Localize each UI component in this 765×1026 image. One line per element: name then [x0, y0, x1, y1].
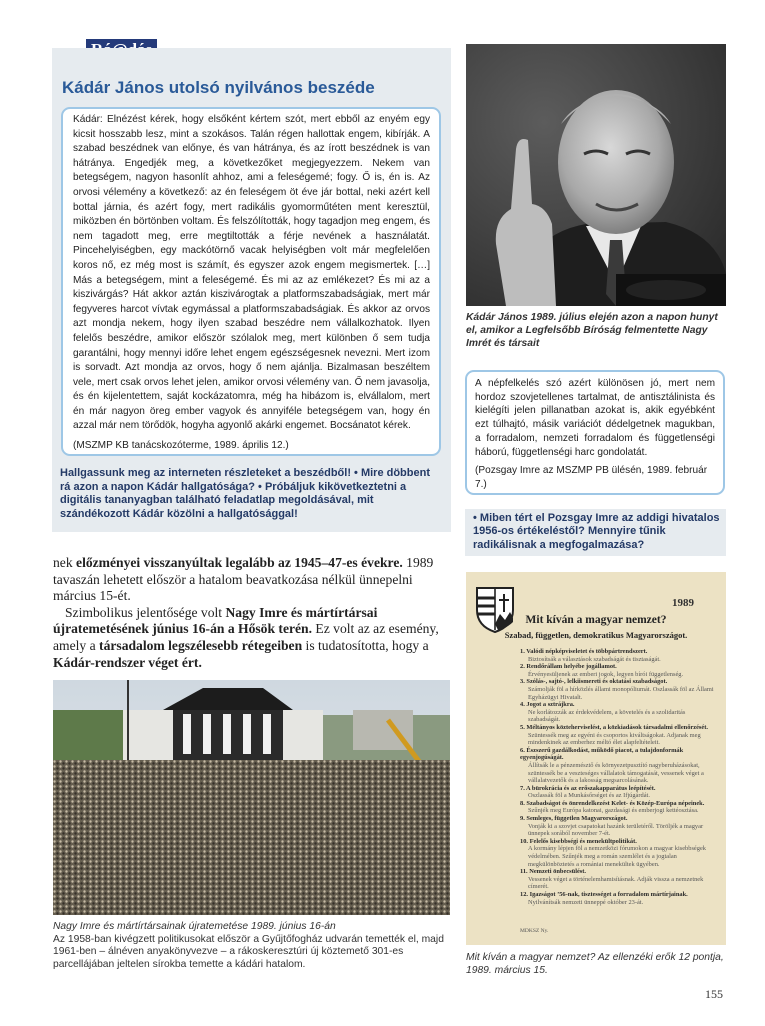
document-year: 1989 — [672, 597, 694, 609]
emphasis-reburial: Nagy Imre és mártírtársai újratemetésének június 16-án a Hősök terén. — [53, 604, 378, 637]
document-point: 5. Méltányos közteherviselést, a közkiadások társadalmi ellenőrzését. Szüntessék meg az egyéni és csoportos kiváltságokat. Adjanak meg mindenkinek az emberhez méltó élet alapfeltételeit. — [520, 723, 708, 747]
twelve-points-document — [466, 572, 726, 945]
reburial-caption-title: Nagy Imre és mártírtársainak újratemetése 1989. június 16-án — [53, 921, 336, 932]
kadar-photo-caption: Kádár János 1989. július elején azon a napon hunyt el, amikor a Legfelsőbb Bíróság felmentette Nagy Imrét és társait — [466, 312, 718, 349]
paragraph-2: Szimbolikus jelentősége volt Nagy Imre és mártírtársai újratemetésének június 16-án a Hősök terén. Ez volt az az esemény, amely a társadalom legszélesebb rétegeiben is tudatosította, hogy a Kádár-rendszer véget ért. — [53, 604, 439, 670]
main-text — [53, 555, 453, 671]
document-point: 3. Szólás-, sajtó-, lelkiismereti és oktatási szabadságot. Számolják föl a hírközlés állami monopóliumát. Oszlassák föl az Állami Egyházügyi Hivatalt. — [520, 678, 714, 701]
document-point: 2. Rendőrállam helyébe jogállamot. Érvényesüljenek az emberi jogok, legyen bírói függetlenség. — [520, 663, 684, 678]
document-point: 9. Semleges, független Magyarországot. Vonják ki a szovjet csapatokat hazánk területéről. Töröljék a magyar ünnepek sorából november 7-ét. — [520, 815, 704, 838]
pozsgay-quote-source: (Pozsgay Imre az MSZMP PB ülésén, 1989. február 7.) — [475, 465, 708, 490]
emphasis-society: társadalom legszélesebb rétegeiben — [99, 637, 303, 653]
sidebar-box — [52, 48, 451, 532]
document-subtitle: Szabad, független, demokratikus Magyarországot. — [504, 630, 688, 640]
document-point: 11. Nemzeti önbecsülést. Vessenek véget a történelemhamisításnak. Adják vissza a nemzetnek címerét. — [520, 868, 704, 891]
document-footer: MDKSZ Ny. — [520, 928, 549, 934]
kossuth-coat-of-arms-icon — [474, 584, 516, 634]
document-point: 7. A bürokrácia és az erőszakapparátus leépítését. Oszlassák föl a Munkásőrséget és az Ifjúgárdát. — [520, 784, 656, 800]
document-point: 6. Észszerű gazdálkodást, működő piacot, a tulajdonformák egyenjogúságát. Állítsák le a pénzemésztő és környezetpusztító nagyberuházásokat, szüntessék be a veszteséges vállalatok támogatását, vessenek véget a vállalatvezetők és a lakosság megsarcolásának. — [520, 746, 704, 785]
reburial-photo — [53, 680, 450, 915]
document-point: 4. Jogot a sztrájkra. Ne korlátozzák az érdekvédelem, a követelés és a szolidaritás szabadságát. — [520, 701, 686, 724]
document-point: 1. Valódi népképviseletet és többpártrendszert. Biztosítsák a választások szabadságát és tisztaságát. — [520, 648, 661, 663]
document-title: Mit kíván a magyar nemzet? — [525, 614, 667, 626]
document-point: 10. Felelős kisebbségi és menekültpolitikát. A kormány lépjen föl a nemzetközi fórumokon a magyar kisebbségek védelmében. Szűnjék meg a román szemlélet és a jogtalan megkülönböztetés a romániai menekültek ügyében. — [520, 837, 706, 868]
pozsgay-quote-text: A népfelkelés szó azért különösen jó, mert nem hordoz szovjetellenes tartalmat, de antisztálinista és kielégíti jelen pillanatban azokat is, akik egyébként ezt túlhajtó, másik variációt dédelgetnek magukban, a forradalom, nemzeti forradalom és függetlenségi háború, függetlenségi harc gondolatát. — [475, 378, 715, 458]
emphasis-precedents: előzményei visszanyúltak legalább az 1945–47-es évekre. — [76, 555, 403, 570]
speech-quote-text: Kádár: Elnézést kérek, hogy elsőként kértem szót, mert ebből az enyém egy kicsit hosszabb lesz, mint a szokásos. Talán régen hallottak engem, kibírják. A szabad beszédnek van előnye, és van hátránya, és az írott beszédnek is van hátránya. Engedjék meg, a következőket megjegyezzem. Nekem van betegségem, nagyon hasonlít ahhoz, ami a feleségemé; fogy. Ő is, én is. Az orvosi vélemény a következő: az én feleségem öt éve jár bottal, neki azért kell bottal járnia, és azért fogy, mert radikális gyomorműtéten ment keresztül, miközben én börtönben voltam. És felszólították, hogy tagadjon meg engem, és nem tagadott meg, erre megtiltották a férje nevének a használatát. Pincehelyiségben, egy mackótörnő vacak helyiségben volt már megfelelően koros nő, ez még most is számít, és egyszer azok engem megismertek. […] Más a betegségem, mint a feleségemé. És mi az az emlékezet? És mi az a kiszivárgás? Hát akkor aztán kiszivárogtak a platformszabadságiak, mert már fegyveres harcot vívtak egymással a platformszabadságiak. És akkor az orvos azt mondja nekem, hogy ilyen szabad beszédre nem vállalkozhatok. Ilyen felelős beszédre, amikor először szólalok meg, mert különben ő sem tudja garantálni, hogy mennyi időre lehet engem egészségesnek nevezni. Mert izom is sorvadt. Azt mondja az orvos, hogy ő nem ajánlja. Bizalmasan beszéltem vele, mert csak orvos lehet jelen, amikor orvosi vélemény van. Ő nem javasolja, és én kijelentettem, saját kockázatomra, még ha hibázom is, elvállalom, mert én már nagyon öreg ember vagyok és annyiféle betegségem van, hogy én azzal már nem törődök, hogyha agyonlő akárki engemet. Bocsánatot kérek. — [73, 114, 430, 432]
emphasis-regime-end: Kádár-rendszer véget ért. — [53, 654, 202, 670]
reburial-caption — [53, 921, 453, 971]
kadar-photo — [466, 44, 726, 306]
speech-quote-source: (MSZMP KB tanácskozóterme, 1989. április 12.) — [73, 440, 289, 452]
sidebar-task: Hallgassunk meg az interneten részleteket a beszédből! • Mire döbbent rá azon a napon Kádár hallgatósága? • Próbáljuk kikövetkeztetni a digitális tananyagban található feladatlap megoldásával, mit szándékozott Kádár közölni a hallgatósággal! — [60, 467, 430, 521]
kadar-portrait-image — [466, 44, 726, 306]
reburial-caption-text: Az 1958-ban kivégzett politikusokat először a Gyűjtőfogház udvarán temették el, majd 1961-ben – álnéven anyakönyvezve – a rákoskeresztúri új köztemető 301-es parcellájában jeltelen sírokba temette a kádári hatalom. — [53, 933, 444, 970]
speech-quote-box — [61, 107, 441, 456]
heroes-square-crowd-image — [53, 680, 450, 915]
sidebar-title: Kádár János utolsó nyilvános beszéde — [62, 78, 375, 97]
question-box: • Miben tért el Pozsgay Imre az addigi hivatalos 1956-os értékeléstől? Mennyire tűnik radikálisnak a megfogalmazása? — [465, 509, 726, 556]
document-point: 8. Szabadságot és önrendelkezést Kelet- és Közép-Európa népeinek. Szűnjék meg Európa katonai, gazdasági és emberjogi kettéosztása. — [520, 799, 705, 815]
page-number: 155 — [705, 987, 723, 1001]
document-point: 12. Igazságot ’56-nak, tisztességet a forradalom mártírjainak. Nyilvánítsák nemzeti ünneppé október 23-át. — [520, 891, 688, 906]
document-caption: Mit kíván a magyar nemzet? Az ellenzéki erők 12 pontja, 1989. március 15. — [466, 952, 724, 976]
document-point-list — [520, 648, 716, 906]
paragraph-1: nek előzményei visszanyúltak legalább az 1945–47-es évekre. 1989 tavaszán lehetett először a hatalom beavatkozása nélkül ünnepelni március 15-ét. — [53, 555, 434, 604]
pozsgay-quote-box — [465, 370, 725, 495]
